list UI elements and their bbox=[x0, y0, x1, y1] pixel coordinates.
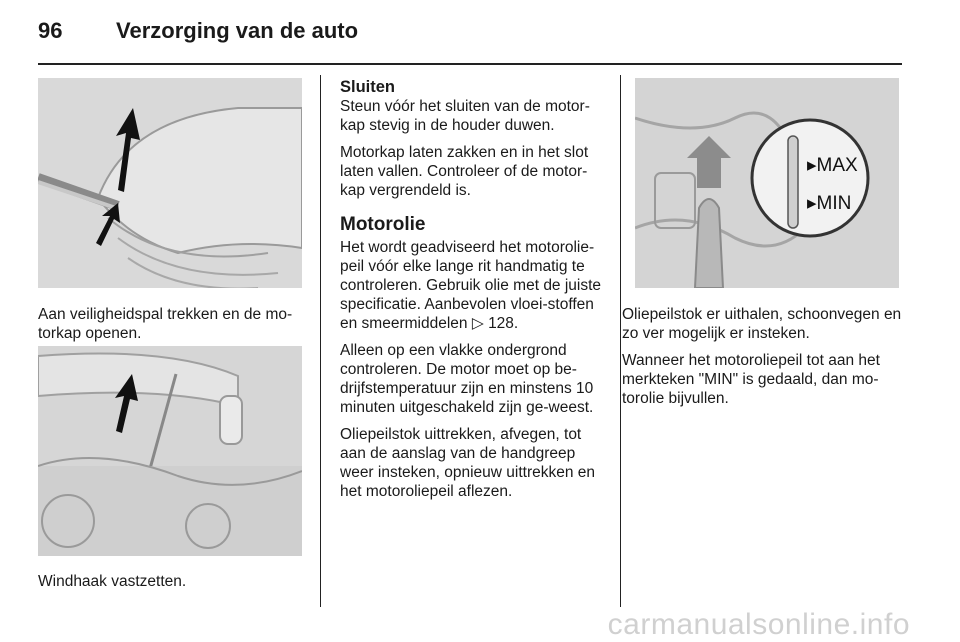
text-column-3 bbox=[622, 305, 904, 416]
section-title-closing: Sluiten bbox=[340, 78, 396, 96]
dipstick-paragraph-1: Oliepeilstok er uithalen, schoonvegen en zo ver mogelijk er insteken. bbox=[622, 306, 902, 342]
oil-paragraph-3: Oliepeilstok uittrekken, afvegen, tot aan de aanslag van de handgreep weer insteken, opnieuw uittrekken en het motoroliepeil aflezen. bbox=[340, 426, 596, 500]
watermark: carmanualsonline.info bbox=[607, 608, 910, 641]
page-header bbox=[38, 18, 358, 44]
closing-paragraph-2: Motorkap laten zakken en in het slot laten vallen. Controleer of de motor-kap vergrendeld is. bbox=[340, 144, 589, 199]
column-divider-1 bbox=[320, 75, 321, 607]
page-reference-icon: ▷ bbox=[471, 315, 484, 332]
oil-paragraph-1: Het wordt geadviseerd het motorolie-peil vóór elke lange rit handmatig te controleren. Gebruik olie met de juiste specificatie. Aanbevolen vloei-stoffen en smeermiddelen ▷ 128. bbox=[340, 239, 602, 332]
dipstick-illustration bbox=[635, 78, 899, 288]
column-divider-2 bbox=[620, 75, 621, 607]
closing-paragraph-1: Steun vóór het sluiten van de motor-kap stevig in de houder duwen. bbox=[340, 98, 590, 134]
oil-paragraph-2: Alleen op een vlakke ondergrond controleren. De motor moet op be-drijfstemperatuur zijn en minstens 10 minuten uitgeschakeld zijn ge-weest. bbox=[340, 342, 594, 416]
caption-prop-rod: Windhaak vastzetten. bbox=[38, 573, 187, 590]
text-column-2 bbox=[340, 78, 610, 509]
page-title: Verzorging van de auto bbox=[116, 18, 359, 43]
header-rule bbox=[38, 63, 902, 65]
page-number: 96 bbox=[38, 18, 63, 43]
page-reference[interactable]: 128. bbox=[488, 315, 519, 332]
section-title-engine-oil: Motorolie bbox=[340, 214, 426, 235]
caption-hood-open: Aan veiligheidspal trekken en de mo-torkap openen. bbox=[38, 306, 293, 342]
max-mark-label: ▸MAX bbox=[807, 155, 858, 176]
hood-prop-rod-illustration bbox=[38, 346, 302, 556]
hood-release-illustration bbox=[38, 78, 302, 288]
min-mark-label: ▸MIN bbox=[807, 193, 852, 214]
dipstick-paragraph-2: Wanneer het motoroliepeil tot aan het merkteken "MIN" is gedaald, dan mo-torolie bijvullen. bbox=[622, 352, 880, 407]
